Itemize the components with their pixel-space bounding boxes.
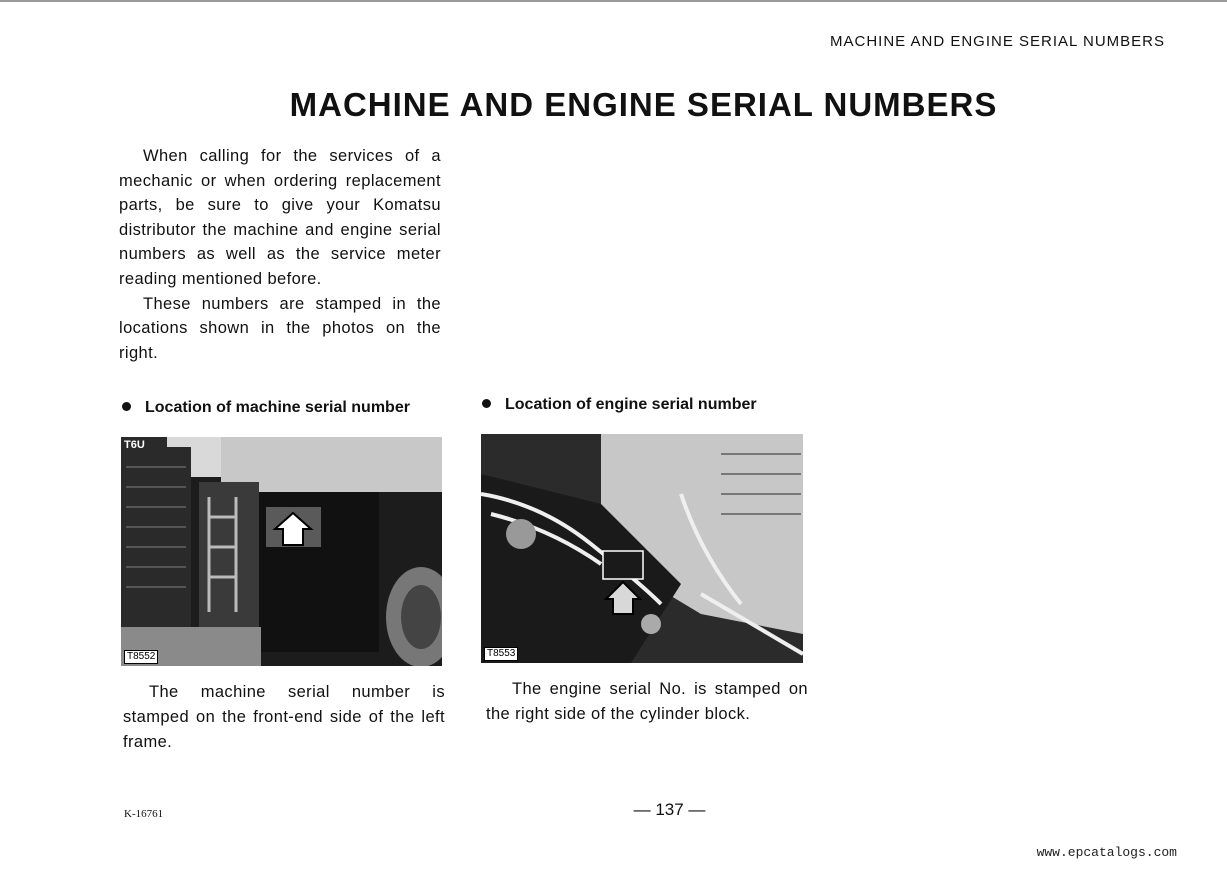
engine-serial-heading-text: Location of engine serial number: [505, 396, 757, 413]
intro-paragraph-2: These numbers are stamped in the locations shown in the photos on the right.: [119, 294, 441, 362]
bullet-icon: [482, 399, 491, 408]
page-number: — 137 —: [633, 800, 706, 819]
machine-serial-heading-text: Location of machine serial number: [145, 399, 410, 416]
engine-serial-photo: [481, 434, 803, 663]
watermark-url: www.epcatalogs.com: [1036, 845, 1177, 860]
photo-id-label: T8553: [484, 647, 518, 661]
running-head: MACHINE AND ENGINE SERIAL NUMBERS: [830, 33, 1165, 50]
intro-text: [119, 144, 441, 365]
intro-paragraph-1: When calling for the services of a mechanic or when ordering replacement parts, be sure to give your Komatsu distributor the machine and engine serial numbers as well as the service meter reading mentioned before.: [119, 147, 441, 288]
machine-serial-heading: [122, 399, 410, 417]
engine-serial-description-text: The engine serial No. is stamped on the right side of the cylinder block.: [486, 680, 808, 723]
engine-serial-description: [486, 677, 808, 727]
document-number: K-16761: [124, 808, 164, 820]
engine-serial-heading: [482, 396, 757, 414]
page-title: MACHINE AND ENGINE SERIAL NUMBERS: [289, 86, 998, 123]
machine-serial-photo: [121, 437, 442, 666]
machine-serial-description: [123, 680, 445, 755]
machine-serial-description-text: The machine serial number is stamped on the front-end side of the left frame.: [123, 683, 445, 751]
photo-id-label: T8552: [124, 650, 158, 664]
bullet-icon: [122, 402, 131, 411]
top-rule: [0, 0, 1227, 2]
photo-label-text: T6U: [124, 439, 145, 451]
